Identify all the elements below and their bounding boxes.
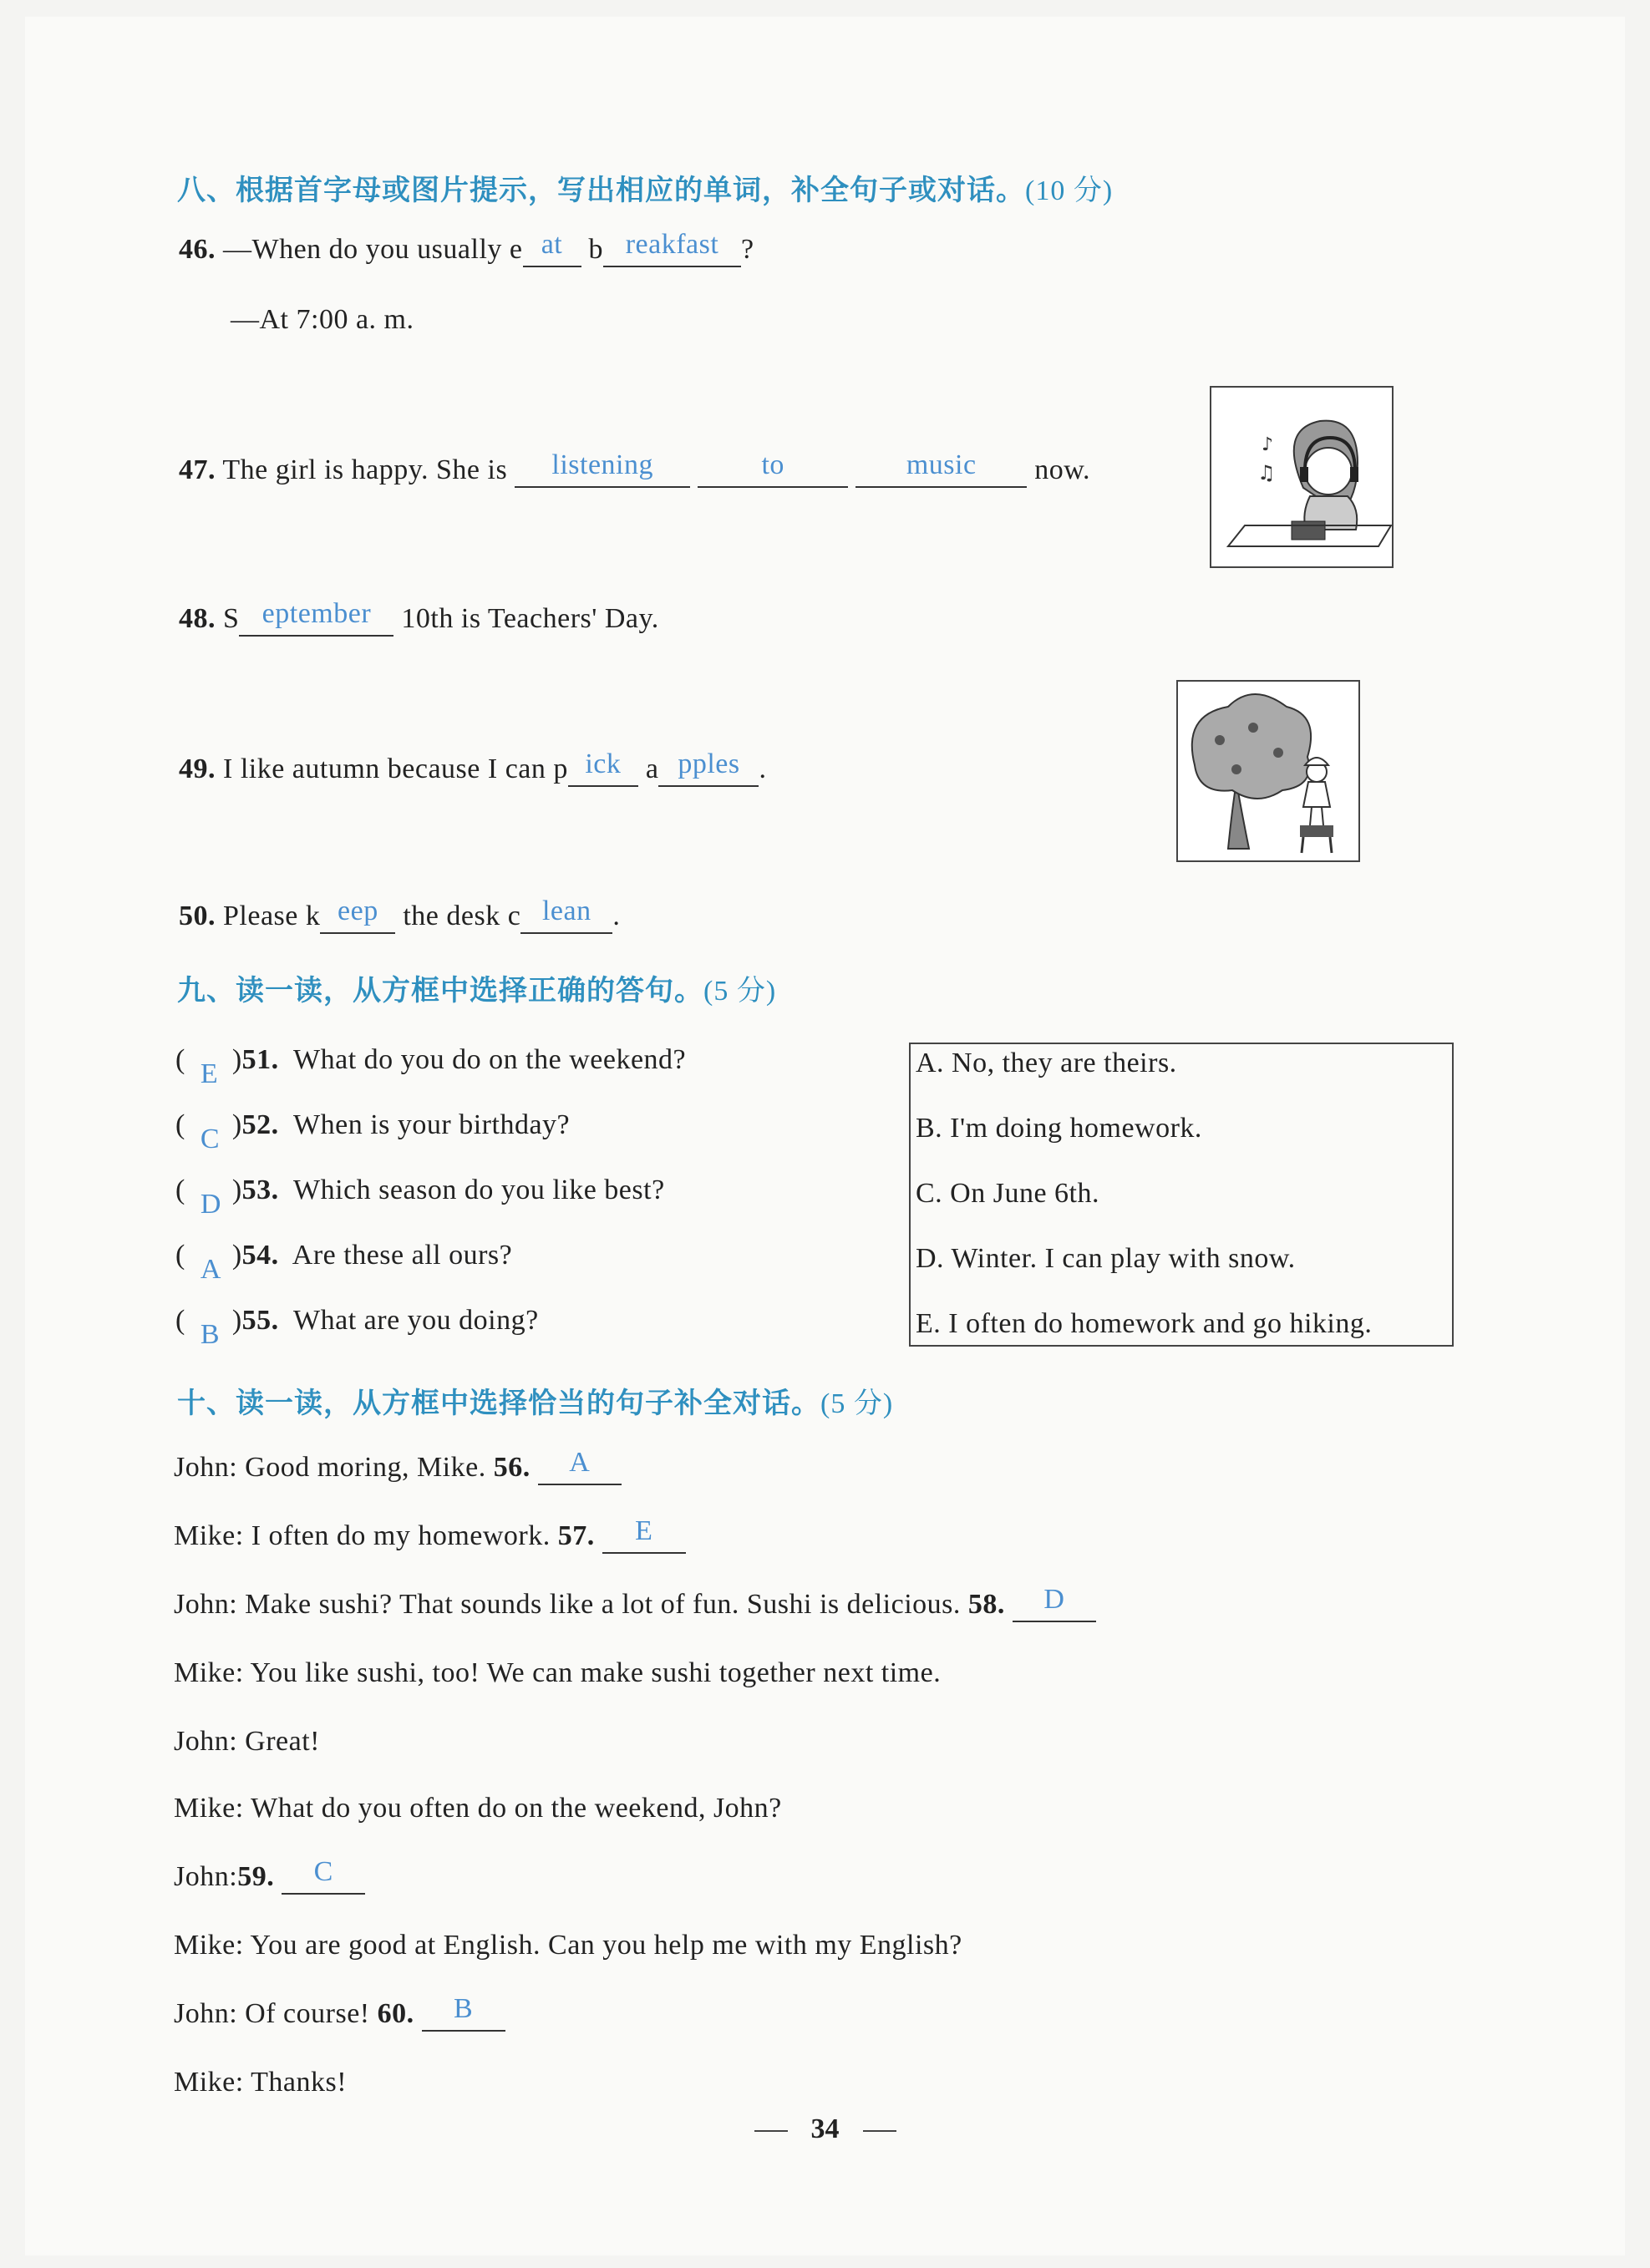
answer-blank[interactable] [523,229,581,267]
question-text: Are these all ours? [292,1240,513,1271]
question-text: ? [741,234,754,265]
handwritten-answer: ick [585,748,622,779]
answer-blank[interactable] [698,449,848,488]
question-number: 52. [241,1109,279,1140]
question-number: 53. [241,1175,279,1205]
handwritten-answer: B [454,1993,474,2024]
dialogue-text: Mike: I often do my homework. [174,1520,551,1551]
answer-blank[interactable] [538,1447,622,1485]
handwritten-answer: lean [541,896,591,926]
section9-score: (5 分) [703,976,777,1007]
handwritten-answer: D [1043,1584,1065,1615]
answer-blank[interactable] [320,896,395,934]
question-text: What are you doing? [293,1305,539,1336]
page-number: 34 [810,2113,840,2144]
handwritten-answer: A [569,1447,591,1478]
question-text: The girl is happy. She is [222,454,508,485]
answer-blank[interactable] [1013,1584,1096,1622]
answer-blank[interactable] [520,896,612,934]
svg-text:♪: ♪ [1262,434,1274,455]
question-48 [179,598,659,637]
answer-blank[interactable] [658,748,759,787]
question-53: ( D )53. Which season do you like best? [175,1175,665,1220]
question-47 [179,449,1091,488]
handwritten-answer: to [761,449,784,480]
dialogue-line: Mike: You like sushi, too! We can make sushi together next time. [174,1657,942,1688]
section9-title: 九、读一读，从方框中选择正确的答句。 [177,974,703,1007]
question-text: What do you do on the weekend? [293,1044,687,1075]
answer-blank[interactable] [422,1993,505,2032]
option-d: D. Winter. I can play with snow. [916,1243,1296,1274]
dialogue-text: John: Good moring, Mike. [174,1452,486,1483]
question-52: ( C )52. When is your birthday? [175,1109,571,1154]
dialogue-line: Mike: Thanks! [174,2067,348,2098]
option-c: C. On June 6th. [916,1178,1099,1209]
girl-listening-music-illustration [1210,386,1394,568]
question-text: When is your birthday? [293,1109,571,1140]
handwritten-answer: at [541,229,563,260]
question-text: Which season do you like best? [293,1175,665,1205]
dialogue-line [174,1993,505,2032]
handwritten-answer: C [200,1124,221,1154]
dialogue-line: John: Great! [174,1726,321,1757]
question-text: —When do you usually e [223,234,523,265]
question-number: 54. [241,1240,279,1271]
question-text: now. [1034,454,1091,485]
dialogue-line [174,1515,686,1554]
handwritten-answer: pples [678,748,740,779]
handwritten-answer: B [200,1319,221,1350]
apple-tree-picking-illustration [1176,680,1360,862]
question-number: 57. [557,1520,595,1551]
answer-blank[interactable] [239,598,393,637]
section10-title: 十、读一读，从方框中选择恰当的句子补全对话。 [177,1387,820,1420]
question-number: 51. [241,1044,279,1075]
svg-text:♫: ♫ [1257,461,1276,485]
question-text: I like autumn because I can p [223,753,568,784]
question-text: b [581,234,603,265]
section10-heading [177,1380,893,1421]
question-number: 56. [493,1452,531,1483]
question-46-reply: —At 7:00 a. m. [231,304,414,335]
section10-score: (5 分) [820,1388,894,1419]
question-text: . [612,901,621,931]
question-46 [179,229,754,267]
page-footer [0,2113,1650,2145]
question-51: ( E )51. What do you do on the weekend? [175,1044,687,1089]
dialogue-line [174,1447,622,1485]
question-text: 10th is Teachers' Day. [401,603,659,634]
handwritten-answer: listening [551,449,653,480]
handwritten-answer: eptember [261,598,372,629]
section8-heading [177,167,1113,208]
answer-blank[interactable] [515,449,690,488]
footer-dash [863,2130,896,2132]
answer-blank[interactable] [855,449,1027,488]
option-e: E. I often do homework and go hiking. [916,1308,1373,1339]
question-number: 50. [179,901,216,931]
section8-score: (10 分) [1025,175,1114,206]
answer-blank[interactable] [568,748,638,787]
dialogue-line: Mike: What do you often do on the weekend, John? [174,1793,782,1824]
option-b: B. I'm doing homework. [916,1113,1202,1144]
handwritten-answer: E [635,1515,653,1546]
question-number: 49. [179,753,216,784]
question-number: 60. [377,1998,414,2029]
dialogue-line: Mike: You are good at English. Can you help me with my English? [174,1930,962,1961]
option-a: A. No, they are theirs. [916,1048,1177,1078]
section9-heading [177,967,776,1008]
question-50 [179,896,621,934]
handwritten-answer: eep [338,896,378,926]
answer-blank[interactable] [282,1856,365,1895]
section8-title: 八、根据首字母或图片提示，写出相应的单词，补全句子或对话。 [177,174,1025,207]
question-text: S [223,603,240,634]
question-text: the desk c [395,901,521,931]
dialogue-line [174,1856,365,1895]
handwritten-answer: reakfast [625,229,719,260]
handwritten-answer: C [313,1856,333,1887]
answer-options-box [909,1043,1454,1347]
question-number: 48. [179,603,216,634]
question-text: Please k [223,901,321,931]
question-text: a [637,753,659,784]
question-text: . [759,753,767,784]
handwritten-answer: music [906,449,977,480]
question-49 [179,748,767,787]
dialogue-text: John: Make sushi? That sounds like a lot of fun. Sushi is delicious. [174,1589,961,1620]
question-number: 55. [241,1305,279,1336]
dialogue-text: John: [174,1861,238,1892]
question-number: 58. [967,1589,1005,1620]
question-number: 47. [179,454,216,485]
question-55: ( B )55. What are you doing? [175,1305,539,1350]
question-54: ( A )54. Are these all ours? [175,1240,513,1285]
answer-blank[interactable] [602,1515,686,1554]
question-number: 59. [237,1861,275,1892]
question-number: 46. [179,234,216,265]
dialogue-line [174,1584,1096,1622]
handwritten-answer: D [200,1189,221,1220]
footer-dash [754,2130,788,2132]
handwritten-answer: A [200,1254,221,1285]
answer-blank[interactable] [603,229,741,267]
dialogue-text: John: Of course! [174,1998,370,2029]
handwritten-answer: E [200,1058,219,1089]
